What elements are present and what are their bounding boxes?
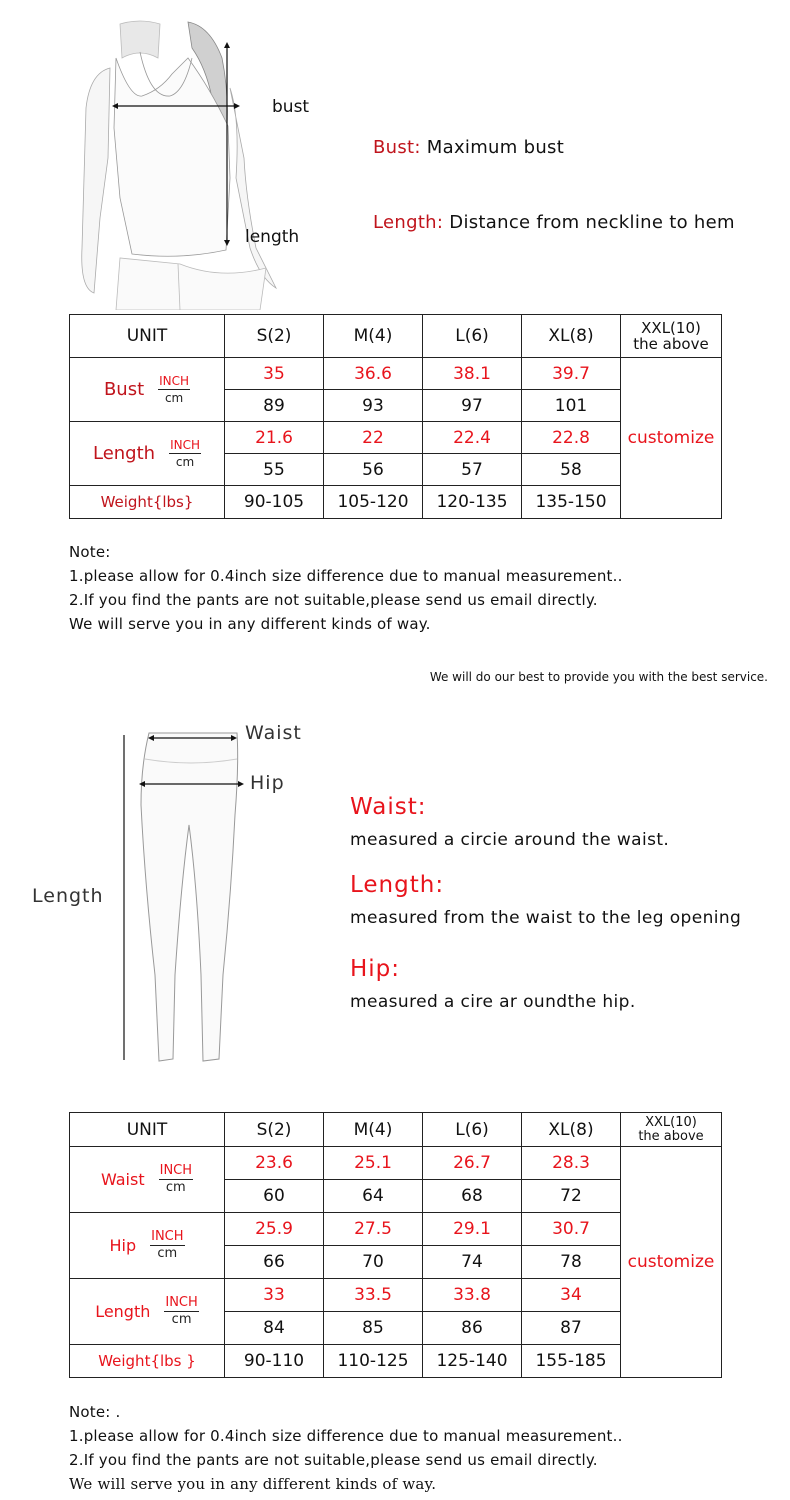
inch-value: 30.7 <box>522 1213 621 1246</box>
inch-value: 29.1 <box>423 1213 522 1246</box>
table-header-row <box>70 315 722 358</box>
unit-cm: cm <box>171 1312 192 1327</box>
inch-value: 25.9 <box>225 1213 324 1246</box>
cm-value: 56 <box>324 454 423 486</box>
row-label: Hip <box>109 1236 137 1255</box>
note-line: We will serve you in any different kinds of way. <box>69 1475 437 1493</box>
row-label: Length <box>95 1302 151 1321</box>
inch-value: 25.1 <box>324 1147 423 1180</box>
cm-value: 84 <box>225 1312 324 1345</box>
inch-value: 26.7 <box>423 1147 522 1180</box>
length-description: Distance from neckline to hem <box>443 212 735 233</box>
cm-value: 57 <box>423 454 522 486</box>
cm-value: 68 <box>423 1180 522 1213</box>
unit-header: UNIT <box>70 1113 225 1147</box>
length-figure-label: length <box>245 227 300 247</box>
customize-cell: customize <box>621 358 722 519</box>
weight-label: Weight{lbs } <box>70 1345 225 1378</box>
unit-inch: INCH <box>159 1163 193 1178</box>
unit-inch: INCH <box>159 374 190 388</box>
xxl-header-line: the above <box>633 335 709 353</box>
inch-value: 33.5 <box>324 1279 423 1312</box>
note-heading: Note: <box>69 543 111 561</box>
table-row <box>70 358 722 390</box>
table-header-row <box>70 1113 722 1147</box>
unit-cm: cm <box>164 391 184 405</box>
cm-value: 64 <box>324 1180 423 1213</box>
service-message: We will do our best to provide you with the best service. <box>429 670 768 684</box>
row-label-cell <box>70 422 225 486</box>
cm-value: 93 <box>324 390 423 422</box>
note-line: 2.If you find the pants are not suitable,please send us email directly. <box>69 1451 598 1469</box>
note-line: We will serve you in any different kinds of way. <box>69 615 431 633</box>
waist-description: measured a circie around the waist. <box>350 830 670 850</box>
xxl-header-line: the above <box>638 1128 704 1144</box>
inch-value: 28.3 <box>522 1147 621 1180</box>
top-size-table <box>69 314 722 519</box>
cm-value: 101 <box>522 390 621 422</box>
unit-inch: INCH <box>170 438 200 452</box>
bust-description: Maximum bust <box>420 137 565 158</box>
row-label-cell <box>70 358 225 422</box>
inch-value: 39.7 <box>522 358 621 390</box>
inch-value: 21.6 <box>225 422 324 454</box>
xxl-header <box>621 1113 722 1147</box>
cm-value: 87 <box>522 1312 621 1345</box>
xxl-header-line: XXL(10) <box>641 319 701 337</box>
inch-value: 22 <box>324 422 423 454</box>
bust-figure-label: bust <box>272 97 310 117</box>
cm-value: 70 <box>324 1246 423 1279</box>
note-line: 2.If you find the pants are not suitable,please send us email directly. <box>69 591 598 609</box>
cm-value: 86 <box>423 1312 522 1345</box>
bust-definition <box>373 137 564 158</box>
inch-value: 33 <box>225 1279 324 1312</box>
cm-value: 60 <box>225 1180 324 1213</box>
weight-value: 120-135 <box>423 486 522 519</box>
weight-value: 155-185 <box>522 1345 621 1378</box>
unit-cm: cm <box>165 1180 186 1195</box>
hip-description: measured a cire ar oundthe hip. <box>350 992 636 1012</box>
inch-value: 35 <box>225 358 324 390</box>
row-label: Bust <box>103 379 145 400</box>
weight-value: 110-125 <box>324 1345 423 1378</box>
cm-value: 78 <box>522 1246 621 1279</box>
cm-value: 72 <box>522 1180 621 1213</box>
unit-fraction <box>150 1230 184 1261</box>
top-notes <box>69 540 623 636</box>
length-definition <box>373 212 735 233</box>
size-header: S(2) <box>225 315 324 358</box>
size-header: L(6) <box>423 315 522 358</box>
size-header: XL(8) <box>522 315 621 358</box>
inch-value: 22.8 <box>522 422 621 454</box>
hip-figure-label: Hip <box>250 772 285 794</box>
length-figure-label: Length <box>32 885 104 907</box>
inch-value: 34 <box>522 1279 621 1312</box>
inch-value: 38.1 <box>423 358 522 390</box>
length-term: Length: <box>373 212 444 233</box>
size-header: M(4) <box>324 1113 423 1147</box>
unit-cm: cm <box>157 1246 178 1261</box>
cm-value: 89 <box>225 390 324 422</box>
unit-inch: INCH <box>165 1295 198 1310</box>
waist-figure-label: Waist <box>245 722 302 744</box>
cm-value: 74 <box>423 1246 522 1279</box>
xxl-header-line: XXL(10) <box>645 1114 697 1130</box>
cm-value: 66 <box>225 1246 324 1279</box>
note-line: 1.please allow for 0.4inch size difference due to manual measurement.. <box>69 1427 623 1445</box>
row-label-cell <box>70 1279 225 1345</box>
table-row <box>70 1147 722 1180</box>
inch-value: 23.6 <box>225 1147 324 1180</box>
unit-cm: cm <box>175 455 195 469</box>
unit-inch: INCH <box>151 1229 184 1244</box>
waist-term: Waist: <box>350 794 427 820</box>
size-header: S(2) <box>225 1113 324 1147</box>
unit-fraction <box>159 1164 193 1195</box>
tank-top-illustration <box>80 18 280 310</box>
size-header: M(4) <box>324 315 423 358</box>
pants-notes <box>69 1400 623 1496</box>
note-heading: Note: . <box>69 1403 121 1421</box>
inch-value: 27.5 <box>324 1213 423 1246</box>
cm-value: 97 <box>423 390 522 422</box>
row-label: Length <box>92 443 156 464</box>
size-header: XL(8) <box>522 1113 621 1147</box>
weight-value: 105-120 <box>324 486 423 519</box>
row-label: Waist <box>100 1170 145 1189</box>
weight-label: Weight{lbs} <box>70 486 225 519</box>
cm-value: 55 <box>225 454 324 486</box>
weight-value: 125-140 <box>423 1345 522 1378</box>
unit-fraction <box>169 438 201 469</box>
cm-value: 85 <box>324 1312 423 1345</box>
weight-value: 90-110 <box>225 1345 324 1378</box>
inch-value: 22.4 <box>423 422 522 454</box>
row-label-cell <box>70 1213 225 1279</box>
pants-illustration <box>115 725 255 1065</box>
length-description: measured from the waist to the leg opening <box>350 908 742 928</box>
hip-term: Hip: <box>350 956 401 982</box>
cm-value: 58 <box>522 454 621 486</box>
unit-header: UNIT <box>70 315 225 358</box>
weight-value: 135-150 <box>522 486 621 519</box>
pants-size-table <box>69 1112 722 1378</box>
inch-value: 36.6 <box>324 358 423 390</box>
row-label-cell <box>70 1147 225 1213</box>
unit-fraction <box>158 374 190 405</box>
note-line: 1.please allow for 0.4inch size difference due to manual measurement.. <box>69 567 623 585</box>
size-header: L(6) <box>423 1113 522 1147</box>
weight-value: 90-105 <box>225 486 324 519</box>
unit-fraction <box>164 1296 198 1327</box>
inch-value: 33.8 <box>423 1279 522 1312</box>
length-term: Length: <box>350 872 445 898</box>
xxl-header <box>621 315 722 358</box>
customize-cell: customize <box>621 1147 722 1378</box>
bust-term: Bust: <box>373 137 421 158</box>
